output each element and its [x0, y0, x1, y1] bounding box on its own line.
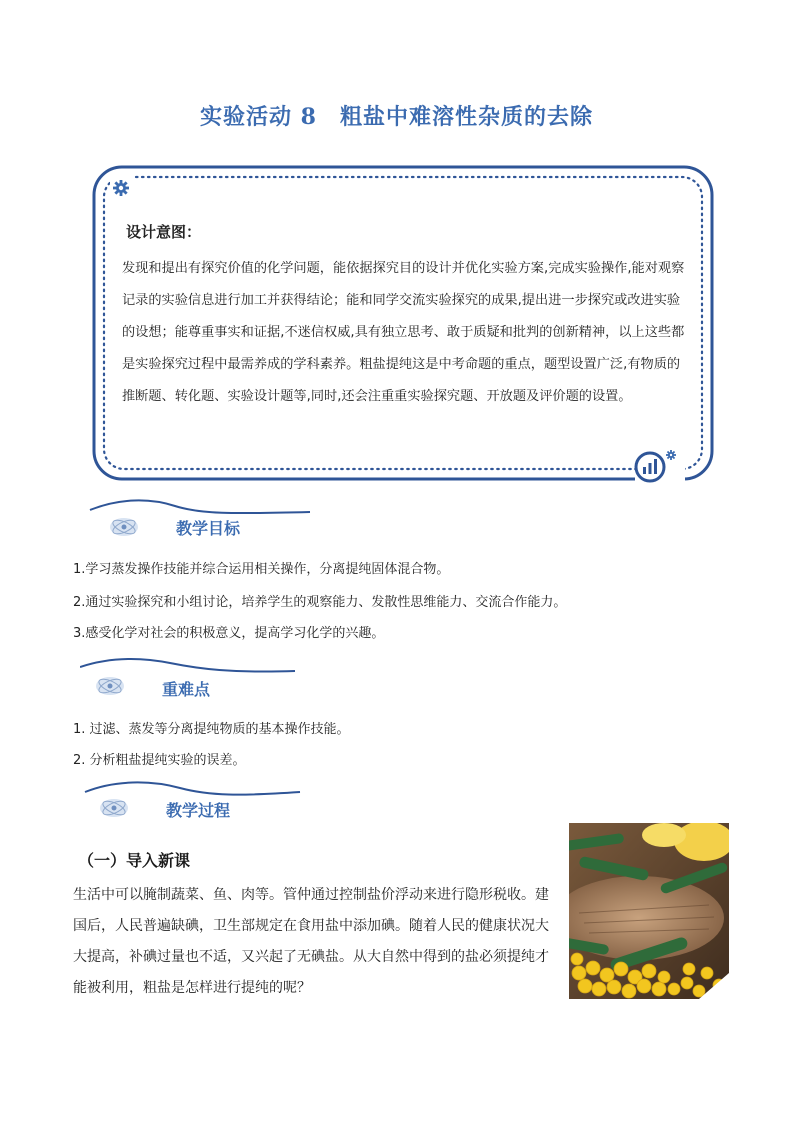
section-objectives-header [80, 496, 320, 548]
section-keypoints-header [80, 657, 320, 709]
design-heading: 设计意图： [126, 223, 202, 241]
section-keypoints-label: 重难点 [162, 680, 211, 699]
objective-item: 1.学习蒸发操作技能并综合运用相关操作，分离提纯固体混合物。 [73, 562, 450, 577]
food-photo [569, 823, 729, 999]
page-title: 实验活动 8 粗盐中难溶性杂质的去除 [200, 104, 593, 130]
bar-chart-badge-icon [634, 447, 682, 483]
keypoint-item: 1. 过滤、蒸发等分离提纯物质的基本操作技能。 [73, 722, 350, 737]
section-process-header [80, 778, 320, 830]
intro-subheading: （一）导入新课 [78, 851, 191, 870]
section-process-label: 教学过程 [166, 801, 231, 820]
gear-icon [112, 179, 130, 197]
intro-paragraph: 生活中可以腌制蔬菜、鱼、肉等。管仲通过控制盐价浮动来进行隐形税收。建国后，人民普遍缺碘，卫生部规定在食用盐中添加碘。随着人民的健康状况大大提高，补碘过量也不适，又兴起了无碘盐。从大自然中得到的盐必须提纯才能被利用，粗盐是怎样进行提纯的呢？ [73, 887, 549, 996]
design-intent-box [90, 163, 716, 483]
objective-item: 3.感受化学对社会的积极意义，提高学习化学的兴趣。 [73, 626, 385, 641]
keypoint-item: 2. 分析粗盐提纯实验的误差。 [73, 753, 246, 768]
section-objectives-label: 教学目标 [176, 519, 241, 538]
objective-item: 2.通过实验探究和小组讨论，培养学生的观察能力、发散性思维能力、交流合作能力。 [73, 595, 567, 610]
design-text: 发现和提出有探究价值的化学问题，能依据探究目的设计并优化实验方案,完成实验操作,能对观察记录的实验信息进行加工并获得结论；能和同学交流实验探究的成果,提出进一步探究或改进实验的设想；能尊重事实和证据,不迷信权威,具有独立思考、敢于质疑和批判的创新精神，以上这些都是实验探究过程中最需养成的学科素养。粗盐提纯这是中考命题的重点，题型设置广泛,有物质的推断题、转化题、实验设计题等,同时,还会注重重实验探究题、开放题及评价题的设置。 [122, 261, 685, 404]
